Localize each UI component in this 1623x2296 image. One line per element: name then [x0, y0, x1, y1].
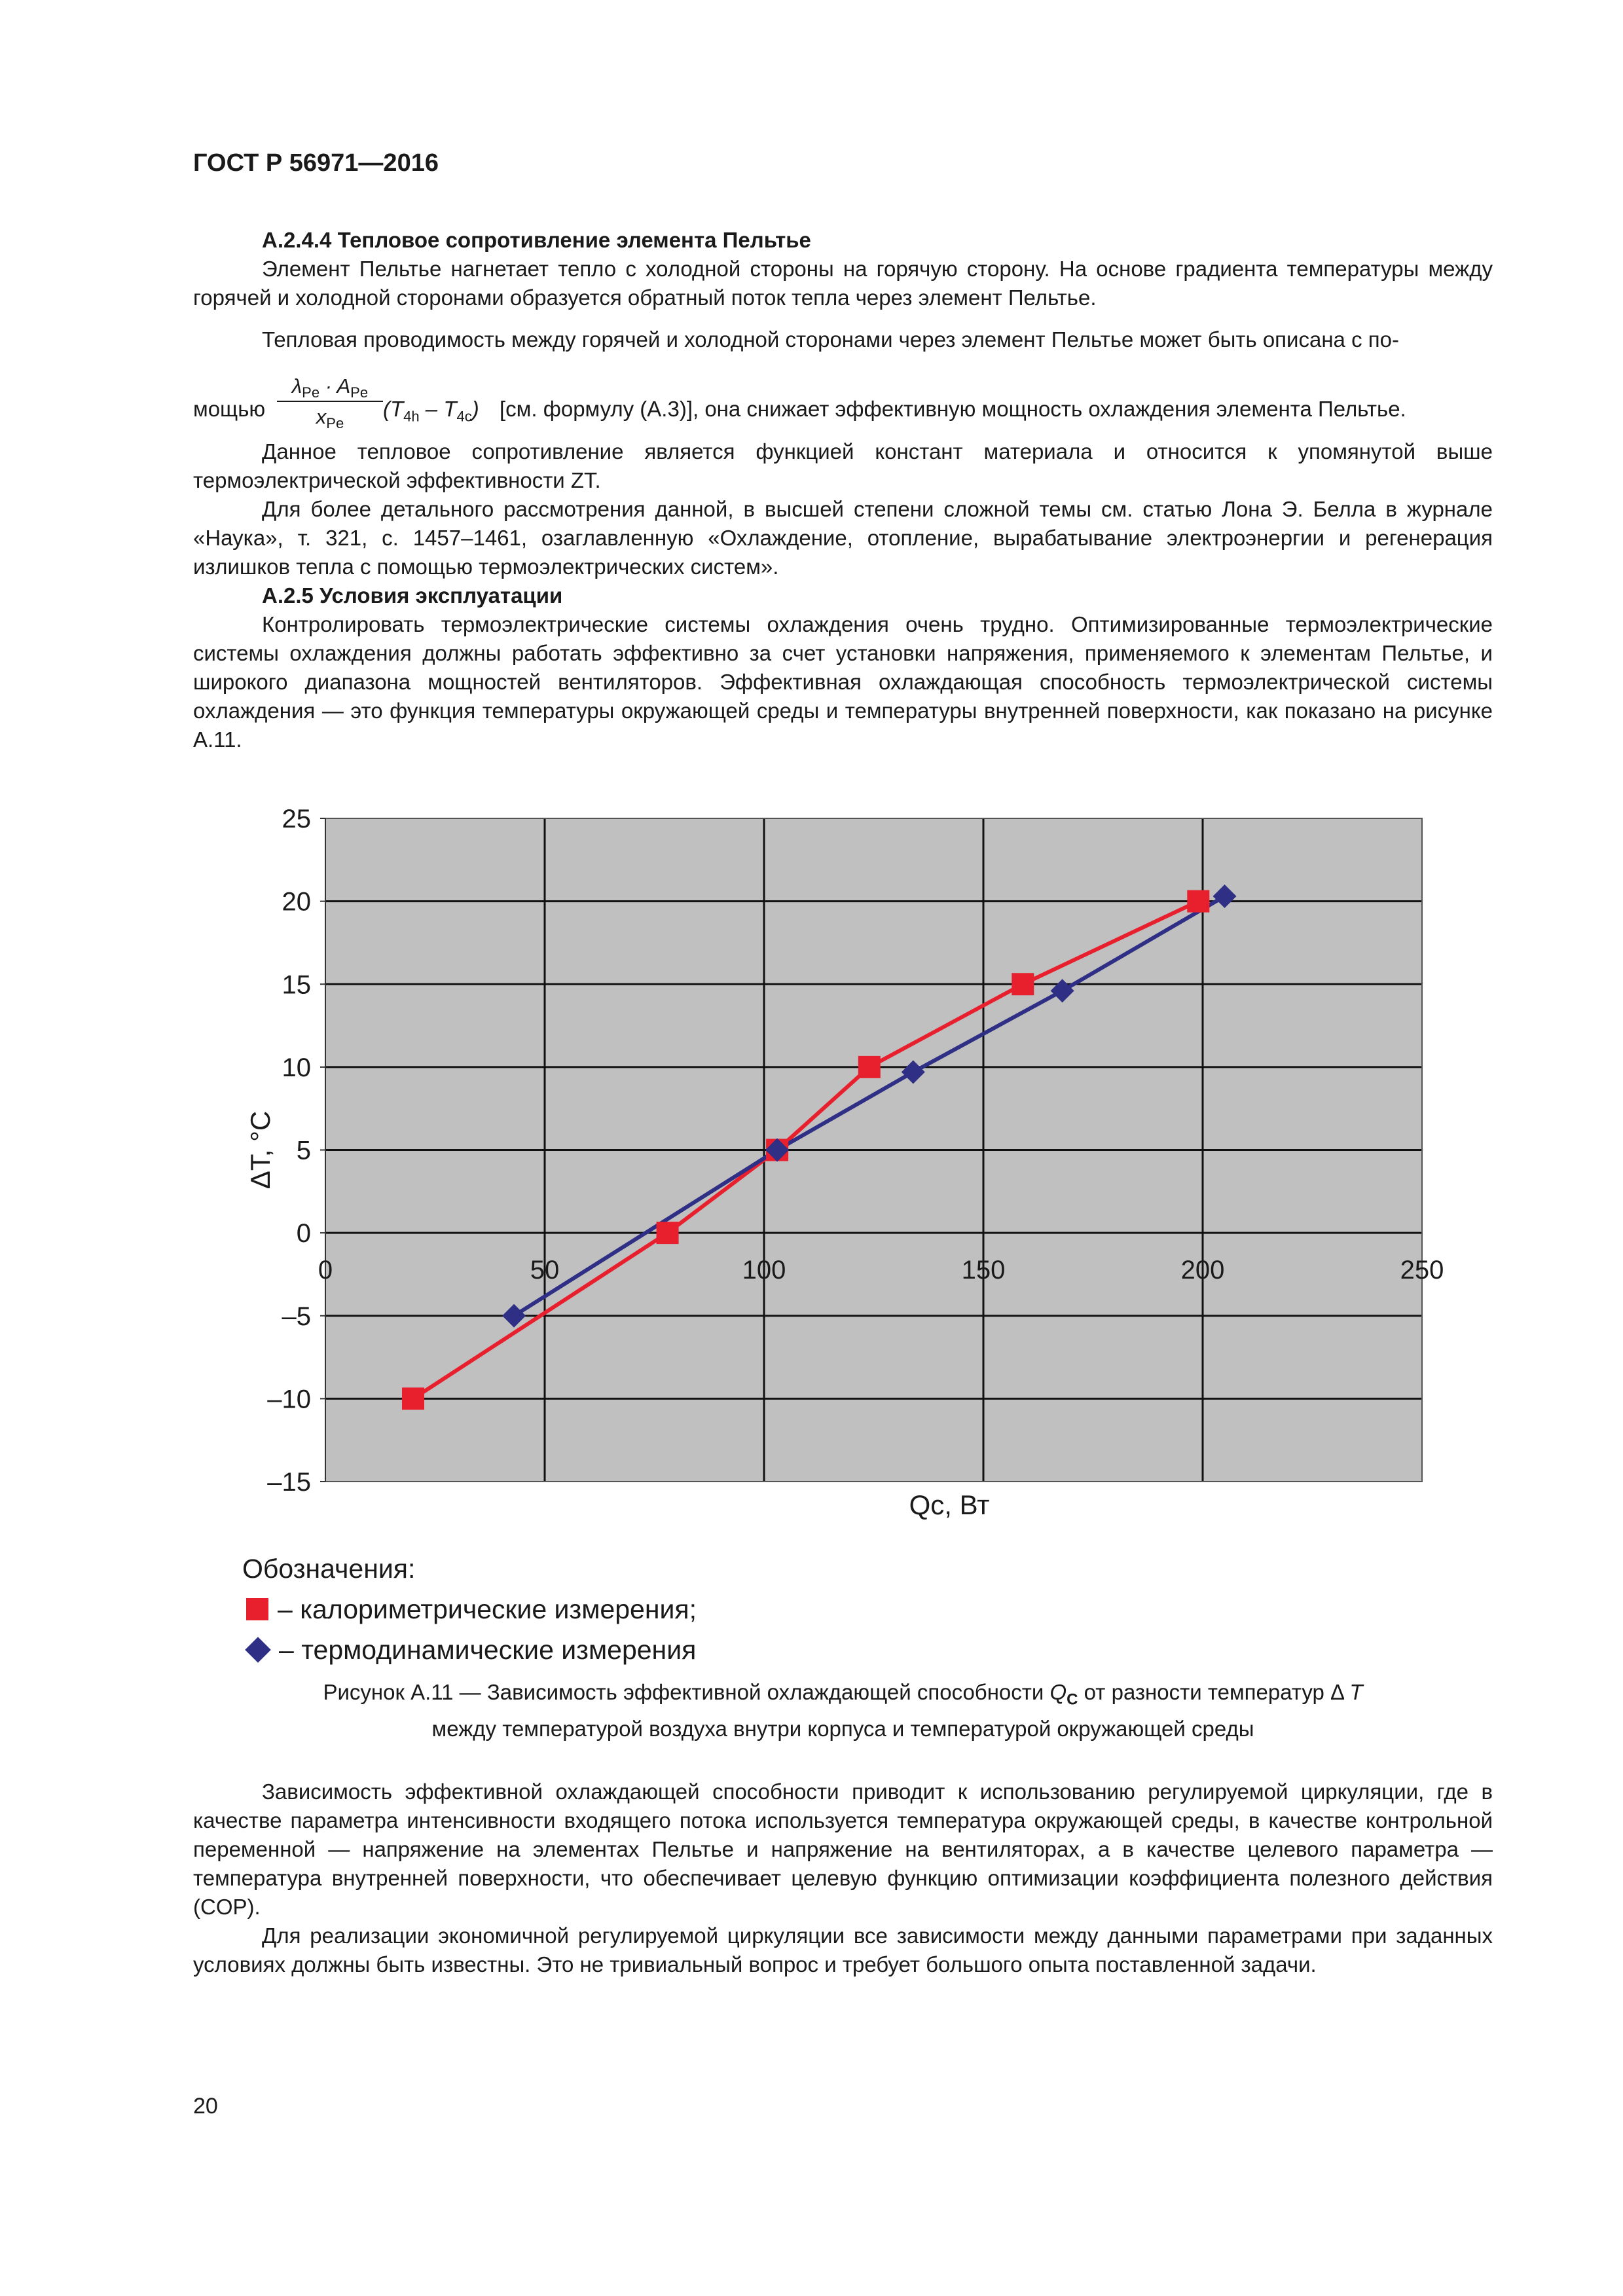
- formula-lead-word: мощью: [193, 397, 266, 421]
- paragraph: Для более детального рассмотрения данной, в высшей степени сложной темы см. статью Лона Э. Белла в журнале «Наука», т. 321, с. 1457–1461, озаглавленную «Охлаждение, отопление, вырабатывание электроэнергии и регенерация излишков тепла с помощью термоэлектрических систем».: [193, 497, 1493, 579]
- caption-symbol: Q: [1049, 1680, 1067, 1704]
- x-tick-label: 0: [318, 1256, 333, 1285]
- y-tick-label: 20: [282, 887, 311, 917]
- caption-line-1: [193, 1678, 1493, 1715]
- x-tick-label: 250: [1400, 1256, 1444, 1285]
- figure-a11-chart: [236, 786, 1480, 1532]
- formula-temperature-difference: $(T_{4h} - T_{4c})$: [383, 397, 479, 425]
- legend-label: – термодинамические измерения: [279, 1635, 697, 1665]
- x-tick-label: 150: [961, 1256, 1006, 1285]
- document-header: ГОСТ Р 56971—2016: [193, 149, 439, 177]
- data-point-square: [858, 1056, 881, 1078]
- caption-text: Рисунок А.11 — Зависимость эффективной охлаждающей способности: [323, 1680, 1050, 1704]
- formula-numerator: $\lambda_{Pe} \cdot A_{Pe}$: [277, 372, 383, 402]
- legend-item-thermodynamic: [242, 1630, 697, 1670]
- paragraph: Контролировать термоэлектрические системы охлаждения очень трудно. Оптимизированные термоэлектрические системы охлаждения должны работать эффективно за счет установки напряжения, применяемого к элементам Пельтье, и широкого диапазона мощностей вентиляторов. Эффективная охлаждающая способность термоэлектрической системы охлаждения — это функция температуры окружающей среды и температуры внутренней поверхности, как показано на рисунке А.11.: [193, 612, 1493, 752]
- legend-title: Обозначения:: [242, 1554, 416, 1584]
- data-point-square: [1012, 973, 1034, 995]
- x-tick-label: 200: [1180, 1256, 1225, 1285]
- x-tick-label: 50: [530, 1256, 560, 1285]
- y-tick-label: 25: [282, 805, 311, 833]
- legend: [242, 1548, 697, 1670]
- paragraph: Тепловая проводимость между горячей и холодной сторонами через элемент Пельтье может быть описана с по-: [262, 327, 1399, 352]
- section-a244: [193, 226, 1493, 354]
- paragraph: Для реализации экономичной регулируемой циркуляции все зависимости между данными параметрами при заданных условиях должны быть известны. Это не тривиальный вопрос и требует большого опыта поставленной задачи.: [193, 1923, 1493, 1977]
- formula-tail-text: [см. формулу (А.3)], она снижает эффективную мощность охлаждения элемента Пельтье.: [500, 397, 1406, 421]
- caption-line-2: между температурой воздуха внутри корпуса и температурой окружающей среды: [431, 1716, 1254, 1741]
- y-tick-label: 10: [282, 1053, 311, 1082]
- legend-label: – калориметрические измерения;: [278, 1594, 697, 1624]
- y-tick-label: –15: [267, 1468, 311, 1497]
- formula-fraction: [277, 372, 383, 432]
- x-tick-label: 100: [742, 1256, 786, 1285]
- y-axis-title: ΔT, °C: [245, 1110, 276, 1190]
- y-tick-label: 15: [282, 970, 311, 1000]
- paragraph: Данное тепловое сопротивление является функцией констант материала и относится к упомянутой выше термоэлектрической эффективности ZT.: [193, 439, 1493, 492]
- data-point-square: [1187, 890, 1209, 913]
- formula-denominator: $x_{Pe}$: [316, 405, 344, 432]
- y-tick-label: –10: [267, 1385, 311, 1414]
- caption-text: от разности температур Δ: [1078, 1680, 1350, 1704]
- y-tick-label: 0: [296, 1219, 311, 1248]
- blue-diamond-marker-icon: [245, 1637, 271, 1663]
- x-axis-title: Qc, Вт: [909, 1489, 990, 1520]
- caption-symbol: T: [1349, 1680, 1363, 1704]
- data-point-square: [657, 1222, 679, 1244]
- y-tick-label: 5: [296, 1136, 311, 1165]
- data-point-square: [402, 1387, 424, 1410]
- paragraph: Элемент Пельтье нагнетает тепло с холодной стороны на горячую сторону. На основе градиента температуры между горячей и холодной сторонами образуется обратный поток тепла через элемент Пельтье.: [193, 257, 1493, 310]
- page-number: 20: [193, 2094, 218, 2119]
- section-heading: А.2.4.4 Тепловое сопротивление элемента Пельтье: [262, 228, 811, 252]
- section-after-figure: [193, 1777, 1493, 1979]
- figure-caption: [193, 1678, 1493, 1743]
- paragraph: Зависимость эффективной охлаждающей способности приводит к использованию регулируемой циркуляции, где в качестве параметра интенсивности входящего потока используется температура окружающей среды, в качестве контрольной переменной — напряжение на элементах Пельтье и напряжение на вентиляторах, а в качестве целевого параметра — температура внутренней поверхности, что обеспечивает целевую функцию оптимизации коэффициента полезного действия (COP).: [193, 1779, 1493, 1919]
- section-heading: А.2.5 Условия эксплуатации: [262, 583, 563, 608]
- legend-item-calorimetric: [242, 1589, 697, 1630]
- section-a244-continued: [193, 437, 1493, 754]
- caption-subscript: C: [1067, 1690, 1078, 1709]
- y-tick-label: –5: [282, 1302, 311, 1331]
- red-square-marker-icon: [246, 1598, 268, 1620]
